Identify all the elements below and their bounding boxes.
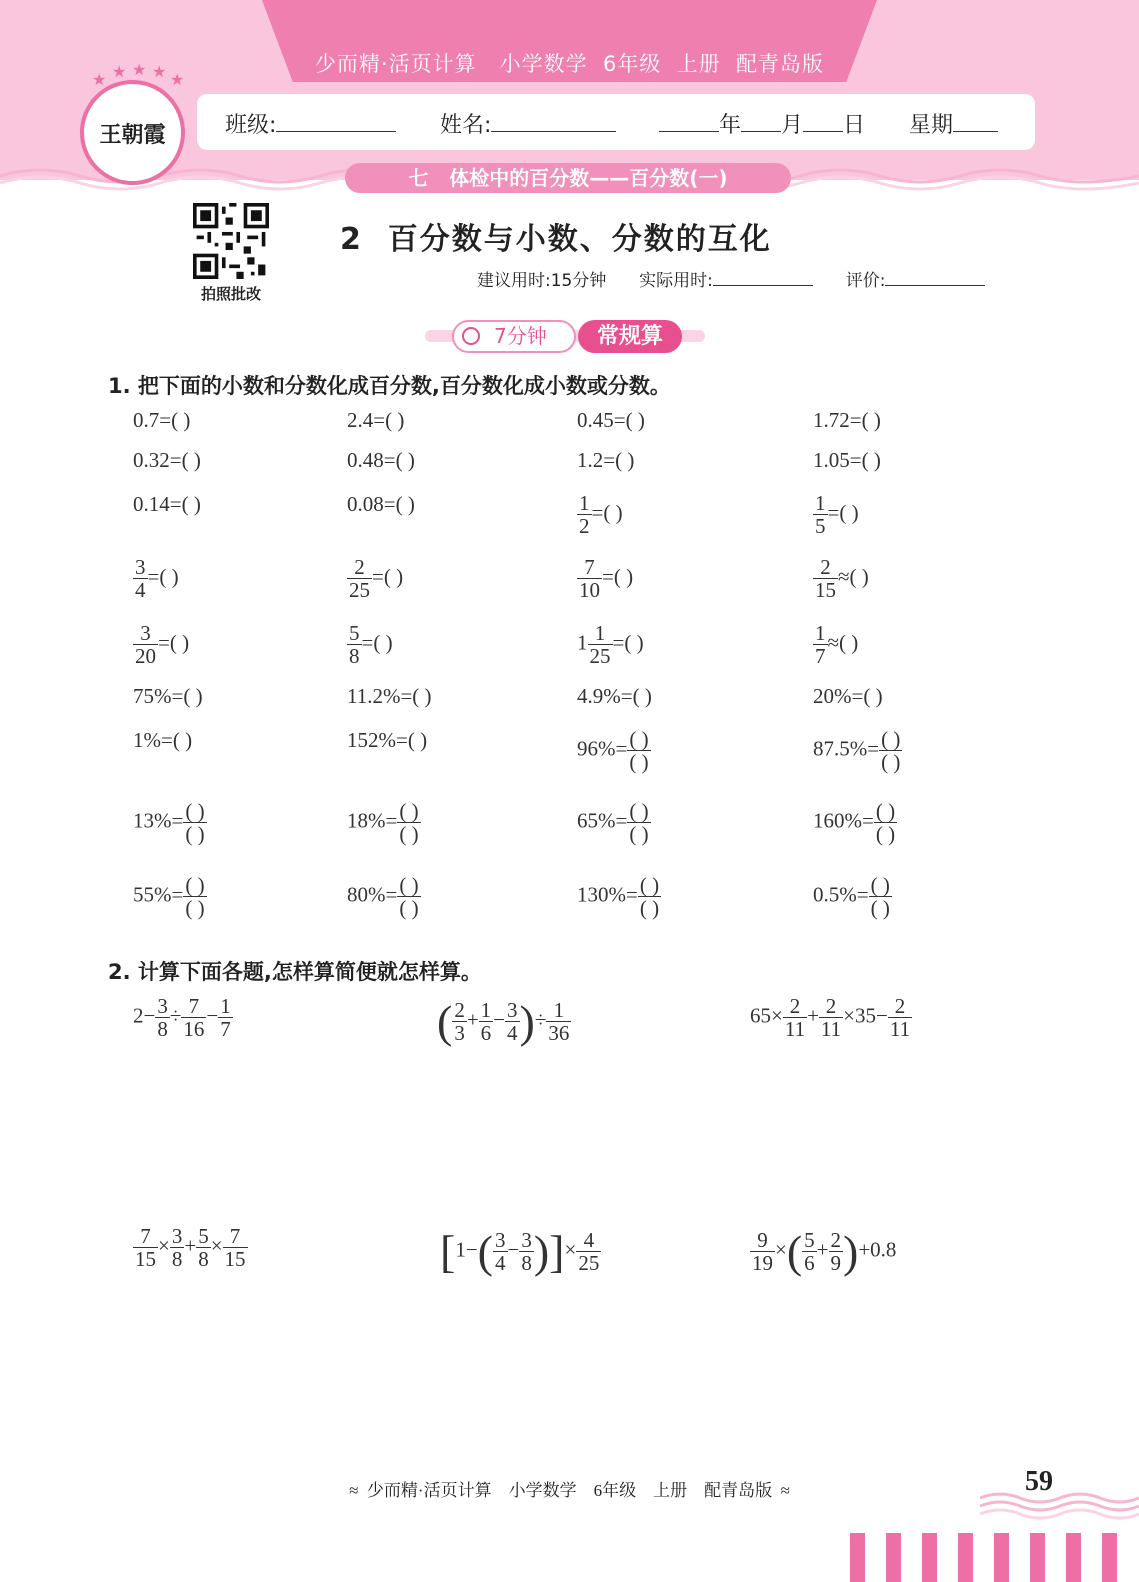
conversion-item[interactable]: 2.4=( ) <box>347 408 405 432</box>
expression-3: 65× $\frac{2}{11}$ + $\frac{2}{11}$ ×35− $\frac{2}{11}$ <box>750 994 911 1042</box>
conversion-item[interactable]: 0.48=( ) <box>347 448 415 472</box>
conversion-item[interactable]: 20%=( ) <box>813 684 883 708</box>
weekday-field[interactable]: 星期 <box>909 108 998 139</box>
conversion-item[interactable]: $\frac{1}{2}$ =( ) <box>579 491 623 539</box>
question-2-prompt: 2. 计算下面各题,怎样算简便就怎样算。 <box>108 960 482 984</box>
conversion-item[interactable]: $\frac{1}{7}$ ≈( ) <box>815 621 859 669</box>
conversion-item[interactable]: 0.5%= ( ) ( ) <box>813 873 890 921</box>
conversion-item[interactable]: 130%= ( ) ( ) <box>577 873 660 921</box>
footer-bar <box>994 1533 1009 1582</box>
conversion-item[interactable]: 55%= ( ) ( ) <box>133 873 205 921</box>
conversion-item[interactable]: 96%= ( ) ( ) <box>577 727 649 775</box>
page-number: 59 <box>1025 1466 1053 1497</box>
qr-caption: 拍照批改 <box>200 285 261 303</box>
conversion-item[interactable]: 152%=( ) <box>347 728 428 752</box>
qr-code-icon[interactable] <box>193 203 269 279</box>
series-title: 少而精·活页计算 小学数学 6年级 上册 配青岛版 <box>314 52 825 76</box>
expression-4: $\frac{7}{15}$ × $\frac{3}{8}$ + $\frac{5}{8}$ × $\frac{7}{15}$ <box>135 1224 246 1272</box>
conversion-item[interactable]: 0.45=( ) <box>577 408 645 432</box>
star-icon: ★ <box>170 70 185 89</box>
conversion-item[interactable]: 87.5%= ( ) ( ) <box>813 727 901 775</box>
conversion-item[interactable]: $\frac{3}{20}$ =( ) <box>135 621 190 669</box>
footer-bar <box>1102 1533 1117 1582</box>
class-field[interactable]: 班级: <box>225 108 396 139</box>
lesson-title: 2 百分数与小数、分数的互化 <box>340 222 772 257</box>
footer-bar <box>886 1533 901 1582</box>
footer-text: ≈ 少而精·活页计算 小学数学 6年级 上册 配青岛版 ≈ <box>349 1481 790 1500</box>
expression-5: [1−( $\frac{3}{4}$ − $\frac{3}{8}$ )]× $\frac{4}{25}$ <box>440 1226 600 1277</box>
clock-icon <box>462 327 480 345</box>
actual-time-label: 实际用时: <box>639 271 713 291</box>
conversion-item[interactable]: $\frac{2}{15}$ ≈( ) <box>815 555 869 603</box>
star-icon: ★ <box>92 70 107 89</box>
conversion-item[interactable]: 1 $\frac{1}{25}$ =( ) <box>577 621 644 669</box>
suggested-time: 建议用时:15分钟 <box>477 271 607 291</box>
expression-1: 2− $\frac{3}{8}$ ÷ $\frac{7}{16}$ − $\frac{1}{7}$ <box>133 994 231 1042</box>
logo-text: 王朝霞 <box>99 122 166 148</box>
conversion-item[interactable]: 1%=( ) <box>133 728 193 752</box>
star-icon: ★ <box>132 60 147 79</box>
unit-title: 七 体检中的百分数——百分数(一) <box>408 166 728 190</box>
student-info-box <box>197 94 1035 150</box>
evaluation-label: 评价: <box>845 271 886 291</box>
conversion-item[interactable]: 0.7=( ) <box>133 408 191 432</box>
conversion-item[interactable]: 160%= ( ) ( ) <box>813 799 896 847</box>
footer-bar <box>850 1533 865 1582</box>
footer-bar <box>1066 1533 1081 1582</box>
conversion-item[interactable]: 80%= ( ) ( ) <box>347 873 419 921</box>
expression-6: $\frac{9}{19}$ ×( $\frac{5}{6}$ + $\frac{2}{9}$ )+0.8 <box>752 1226 897 1277</box>
actual-time-blank[interactable] <box>713 269 813 286</box>
conversion-item[interactable]: 13%= ( ) ( ) <box>133 799 205 847</box>
conversion-item[interactable]: 1.72=( ) <box>813 408 881 432</box>
conversion-item[interactable]: 0.32=( ) <box>133 448 201 472</box>
conversion-item[interactable]: 1.2=( ) <box>577 448 635 472</box>
footer-bar <box>922 1533 937 1582</box>
star-icon: ★ <box>152 62 167 81</box>
expression-2: ( $\frac{2}{3}$ + $\frac{1}{6}$ − $\frac{3}{4}$ )÷ $\frac{1}{36}$ <box>437 996 570 1047</box>
conversion-item[interactable]: $\frac{1}{5}$ =( ) <box>815 491 859 539</box>
date-field[interactable]: 年 月 日 <box>659 108 865 139</box>
footer-wave <box>980 1488 1139 1528</box>
star-icon: ★ <box>112 62 127 81</box>
conversion-item[interactable]: 75%=( ) <box>133 684 203 708</box>
section-time: 7分钟 <box>452 320 576 353</box>
conversion-item[interactable]: 0.14=( ) <box>133 492 201 516</box>
conversion-item[interactable]: 4.9%=( ) <box>577 684 652 708</box>
conversion-item[interactable]: 1.05=( ) <box>813 448 881 472</box>
footer-bar <box>958 1533 973 1582</box>
conversion-item[interactable]: 65%= ( ) ( ) <box>577 799 649 847</box>
evaluation-blank[interactable] <box>885 269 985 286</box>
conversion-item[interactable]: $\frac{7}{10}$ =( ) <box>579 555 634 603</box>
lesson-meta <box>477 266 985 291</box>
conversion-item[interactable]: 18%= ( ) ( ) <box>347 799 419 847</box>
conversion-item[interactable]: $\frac{3}{4}$ =( ) <box>135 555 179 603</box>
conversion-item[interactable]: $\frac{2}{25}$ =( ) <box>349 555 404 603</box>
conversion-item[interactable]: $\frac{5}{8}$ =( ) <box>349 621 393 669</box>
conversion-item[interactable]: 0.08=( ) <box>347 492 415 516</box>
question-1-prompt: 1. 把下面的小数和分数化成百分数,百分数化成小数或分数。 <box>108 374 671 398</box>
section-type: 常规算 <box>578 320 682 353</box>
footer-bar <box>1030 1533 1045 1582</box>
name-field[interactable]: 姓名: <box>440 108 616 139</box>
conversion-item[interactable]: 11.2%=( ) <box>347 684 432 708</box>
